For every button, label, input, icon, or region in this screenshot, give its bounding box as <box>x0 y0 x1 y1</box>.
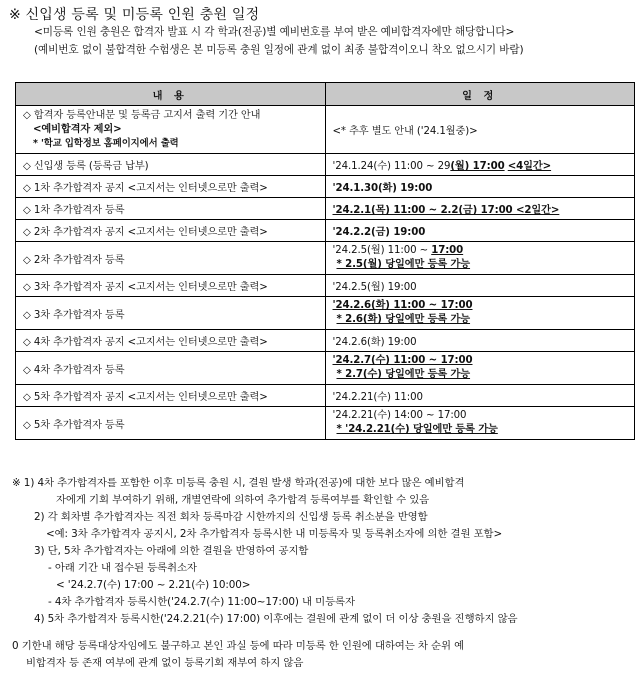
content-cell: ◇ 4차 추가합격자 등록 <box>16 352 326 385</box>
schedule-table <box>15 82 635 440</box>
table-row <box>16 106 635 154</box>
schedule-cell: '24.1.30(화) 19:00 <box>325 176 635 198</box>
table-row <box>16 352 635 385</box>
cell-text: * 2.7(수) 당일에만 등록 가능 <box>336 369 471 380</box>
note-line: - 아래 기간 내 접수된 등록취소자 <box>48 562 197 574</box>
note-line: 3) 단, 5차 추가합격자는 아래에 의한 결원을 반영하여 공지함 <box>34 545 309 557</box>
content-cell: ◇ 3차 추가합격자 공지 <고지서는 인터넷으로만 출력> <box>16 275 326 297</box>
table-row <box>16 275 635 297</box>
intro-line-1: <미등록 인원 충원은 합격자 발표 시 각 학과(전공)별 예비번호를 부여 받은 예비합격자에만 해당합니다> <box>34 26 515 38</box>
note-line: 자에게 기회 부여하기 위해, 개별연락에 의하여 추가합격 등록여부를 확인할 수 있음 <box>56 494 430 506</box>
schedule-cell: '24.2.5(월) 19:00 <box>325 275 635 297</box>
cell-text: (월) 17:00 <box>450 161 505 172</box>
schedule-cell <box>325 297 635 330</box>
table-row <box>16 407 635 440</box>
schedule-cell: '24.2.2(금) 19:00 <box>325 220 635 242</box>
table-row <box>16 242 635 275</box>
content-cell: ◇ 2차 추가합격자 공지 <고지서는 인터넷으로만 출력> <box>16 220 326 242</box>
cell-text: * 2.5(월) 당일에만 등록 가능 <box>336 259 471 270</box>
table-row <box>16 176 635 198</box>
table-row <box>16 220 635 242</box>
cell-text: <예비합격자 제외> <box>33 123 122 135</box>
cell-text: <* 추후 별도 안내 ('24.1월중)> <box>332 126 478 137</box>
content-cell: ◇ 4차 추가합격자 공지 <고지서는 인터넷으로만 출력> <box>16 330 326 352</box>
cell-text: * '학교 입학정보 홈페이지에서 출력 <box>33 137 179 149</box>
note-line: 4) 5차 추가합격자 등록시한('24.2.21(수) 17:00) 이후에는 결원에 관계 없이 더 이상 충원을 진행하지 않음 <box>34 613 518 625</box>
cell-text: <4일간> <box>507 161 552 172</box>
cell-text: * '24.2.21(수) 당일에만 등록 가능 <box>336 424 498 435</box>
cell-text: '24.1.24(수) 11:00 ~ 29 <box>332 161 451 172</box>
table-row <box>16 385 635 407</box>
content-cell: ◇ 2차 추가합격자 등록 <box>16 242 326 275</box>
schedule-cell: '24.2.1(목) 11:00 ~ 2.2(금) 17:00 <2일간> <box>325 198 635 220</box>
note-line: 2) 각 회차별 추가합격자는 직전 회차 등록마감 시한까지의 신입생 등록 취소분을 반영함 <box>34 511 428 523</box>
note-line: ※ 1) 4차 추가합격자를 포함한 이후 미등록 충원 시, 결원 발생 학과(전공)에 대한 보다 많은 예비합격 <box>12 477 465 489</box>
table-row <box>16 198 635 220</box>
cell-text: 17:00 <box>431 245 464 256</box>
schedule-cell <box>325 352 635 385</box>
table-row <box>16 297 635 330</box>
note-line: - 4차 추가합격자 등록시한('24.2.7(수) 11:00~17:00) 내 미등록자 <box>48 596 355 608</box>
note-line: 비합격자 등 존재 여부에 관계 없이 등록기회 재부여 하지 않음 <box>26 657 304 669</box>
note-line: <예: 3차 추가합격자 공지시, 2차 추가합격자 등록시한 내 미등록자 및 등록취소자에 의한 결원 포함> <box>46 528 503 540</box>
content-cell <box>16 106 326 154</box>
note-line: < '24.2.7(수) 17:00 ~ 2.21(수) 10:00> <box>56 579 251 591</box>
intro-line-2: (예비번호 없이 불합격한 수험생은 본 미등록 충원 일정에 관계 없이 최종 불합격이오니 착오 없으시기 바람) <box>34 44 524 56</box>
content-cell: ◇ 3차 추가합격자 등록 <box>16 297 326 330</box>
schedule-cell <box>325 154 635 176</box>
content-cell: ◇ 1차 추가합격자 공지 <고지서는 인터넷으로만 출력> <box>16 176 326 198</box>
content-cell: ◇ 5차 추가합격자 공지 <고지서는 인터넷으로만 출력> <box>16 385 326 407</box>
header-content: 내 용 <box>16 83 326 106</box>
content-cell: ◇ 신입생 등록 (등록금 납부) <box>16 154 326 176</box>
content-cell: ◇ 5차 추가합격자 등록 <box>16 407 326 440</box>
schedule-cell <box>325 106 635 154</box>
schedule-cell: '24.2.6(화) 19:00 <box>325 330 635 352</box>
table-row <box>16 154 635 176</box>
header-schedule: 일 정 <box>325 83 635 106</box>
content-cell: ◇ 1차 추가합격자 등록 <box>16 198 326 220</box>
cell-text: '24.2.5(월) 11:00 ~ <box>332 245 432 256</box>
table-row <box>16 330 635 352</box>
note-line: 0 기한내 해당 등록대상자임에도 불구하고 본인 과실 등에 따라 미등록 한 인원에 대하여는 차 순위 예 <box>12 640 465 652</box>
page-title: ※ 신입생 등록 및 미등록 인원 충원 일정 <box>9 7 260 23</box>
cell-text: * 2.6(화) 당일에만 등록 가능 <box>336 314 471 325</box>
schedule-cell <box>325 242 635 275</box>
cell-text: ◇ 합격자 등록안내문 및 등록금 고지서 출력 기간 안내 <box>23 109 261 121</box>
schedule-cell: '24.2.21(수) 11:00 <box>325 385 635 407</box>
cell-text: '24.2.21(수) 14:00 ~ 17:00 <box>332 410 467 421</box>
schedule-cell <box>325 407 635 440</box>
cell-text: '24.2.7(수) 11:00 ~ 17:00 <box>332 355 473 366</box>
cell-text: '24.2.6(화) 11:00 ~ 17:00 <box>332 300 473 311</box>
